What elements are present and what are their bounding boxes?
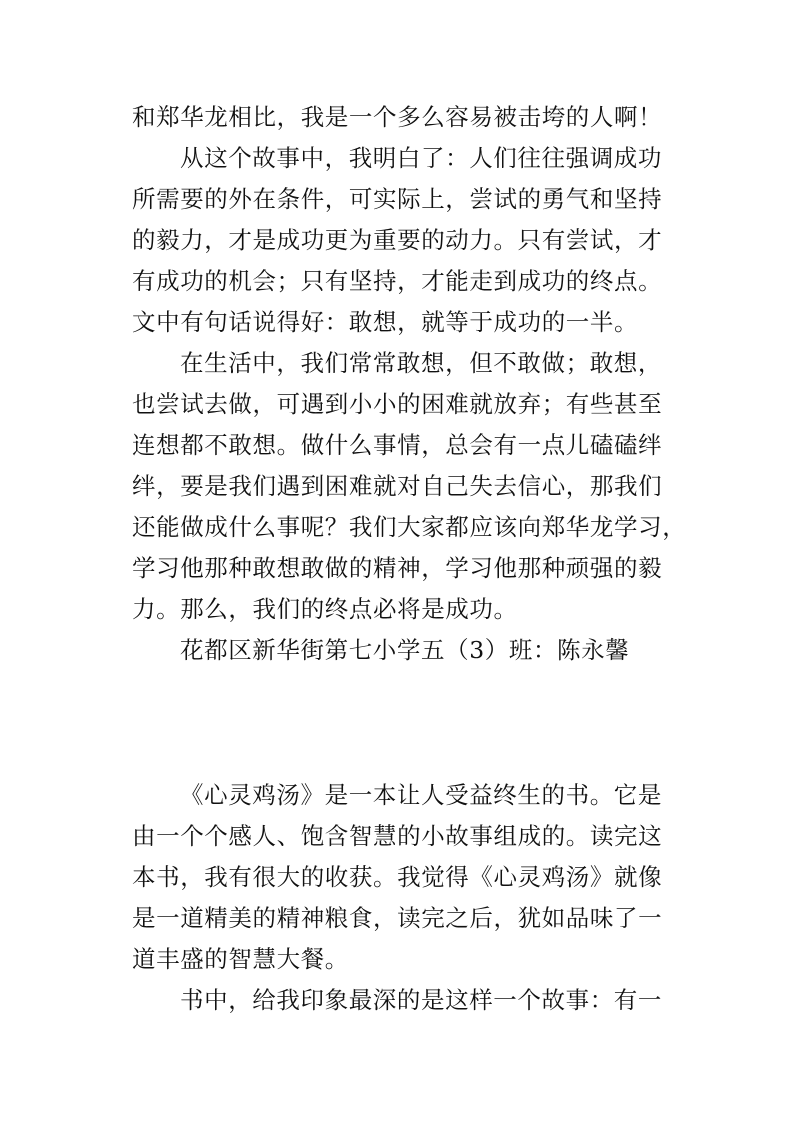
text-line: 连想都不敢想。做什么事情，总会有一点儿磕磕绊: [132, 431, 663, 459]
text-line: 是一道精美的精神粮食，读完之后，犹如品味了一: [132, 904, 663, 932]
text-line: 也尝试去做，可遇到小小的困难就放弃；有些甚至: [132, 390, 663, 418]
paragraph-start-line: 书中，给我印象最深的是这样一个故事：有一: [180, 986, 662, 1014]
text-line: 的毅力，才是成功更为重要的动力。只有尝试，才: [132, 226, 663, 254]
text-line: 还能做成什么事呢？我们大家都应该向郑华龙学习，: [132, 513, 687, 541]
text-line: 本书，我有很大的收获。我觉得《心灵鸡汤》就像: [132, 863, 663, 891]
author-signature: 花都区新华街第七小学五（3）班：陈永馨: [180, 636, 630, 664]
paragraph-start-line: 从这个故事中，我明白了：人们往往强调成功: [180, 144, 662, 172]
text-line: 力。那么，我们的终点必将是成功。: [132, 595, 518, 623]
text-line: 绊，要是我们遇到困难就对自己失去信心，那我们: [132, 472, 663, 500]
text-line: 所需要的外在条件，可实际上，尝试的勇气和坚持: [132, 185, 663, 213]
text-line: 道丰盛的智慧大餐。: [132, 945, 349, 973]
text-line: 和郑华龙相比，我是一个多么容易被击垮的人啊！: [132, 103, 663, 131]
text-line: 文中有句话说得好：敢想，就等于成功的一半。: [132, 308, 639, 336]
text-line: 学习他那种敢想敢做的精神，学习他那种顽强的毅: [132, 554, 663, 582]
paragraph-start-line: 在生活中，我们常常敢想，但不敢做；敢想，: [180, 349, 662, 377]
text-line: 有成功的机会；只有坚持，才能走到成功的终点。: [132, 267, 663, 295]
paragraph-start-line: 《心灵鸡汤》是一本让人受益终生的书。它是: [180, 781, 662, 809]
text-line: 由一个个感人、饱含智慧的小故事组成的。读完这: [132, 822, 663, 850]
